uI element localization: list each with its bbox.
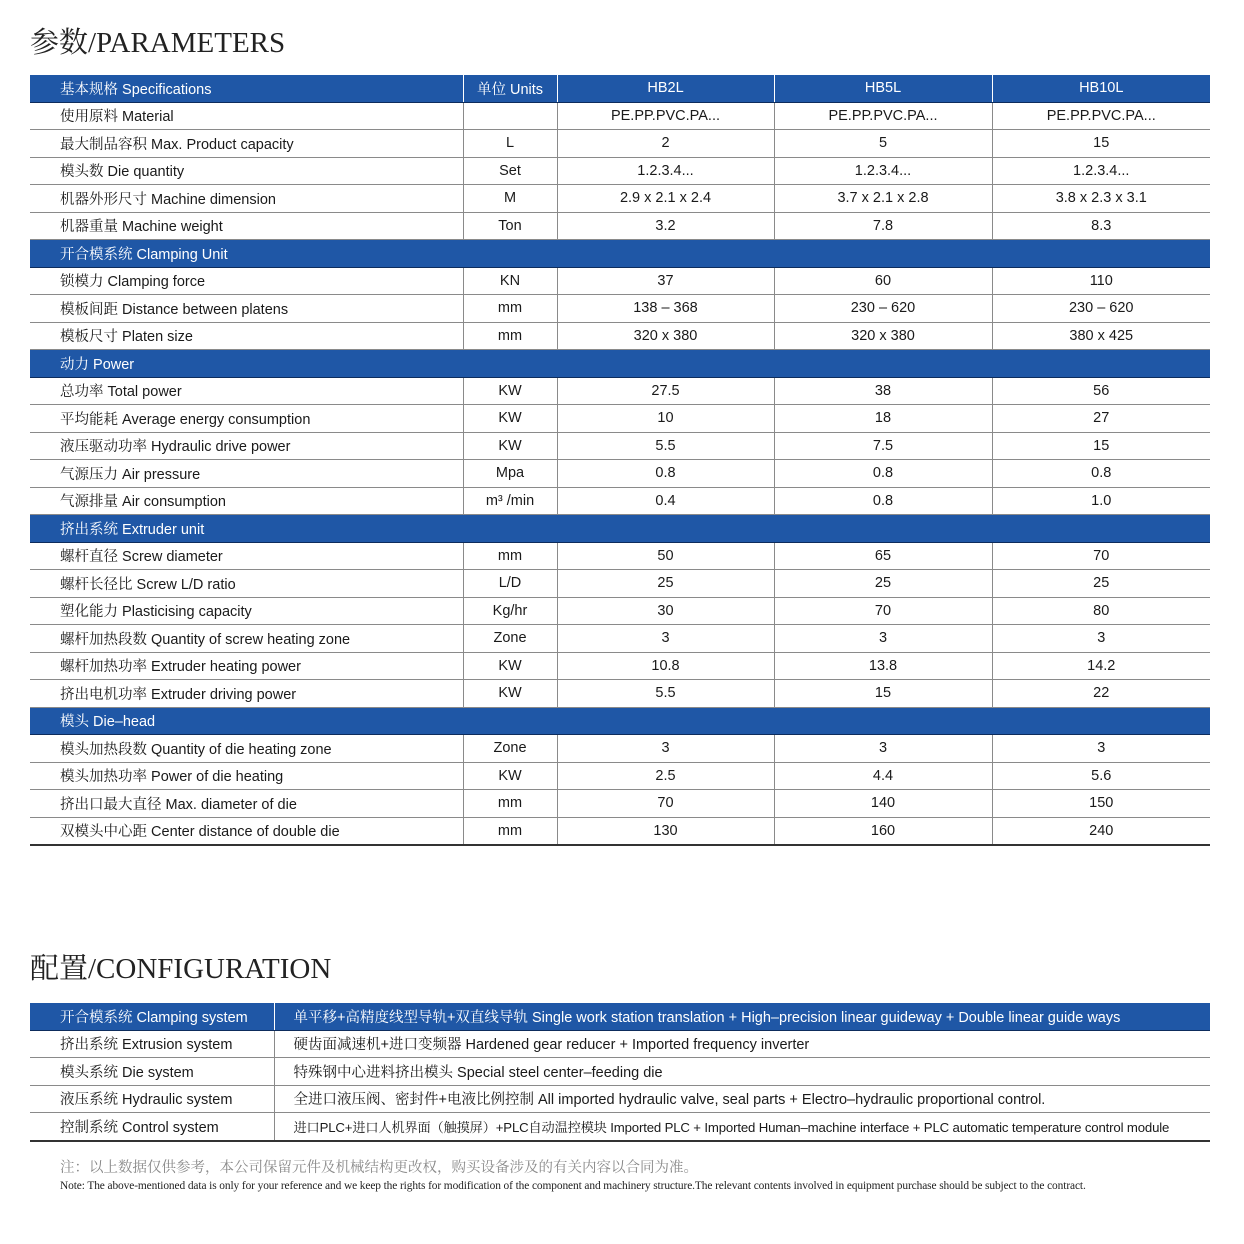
spec-row: [30, 652, 1210, 680]
spec-value: 70: [557, 790, 774, 818]
spec-value: 10.8: [557, 652, 774, 680]
config-row: [30, 1058, 1210, 1086]
spec-unit: Zone: [463, 625, 557, 653]
spec-row: [30, 542, 1210, 570]
spec-row: [30, 625, 1210, 653]
spec-row: [30, 597, 1210, 625]
spec-value: PE.PP.PVC.PA...: [774, 102, 992, 130]
spec-value: 25: [992, 570, 1210, 598]
spec-row: [30, 570, 1210, 598]
section-title: 模头 Die–head: [30, 707, 1210, 735]
spec-value: 380 x 425: [992, 322, 1210, 350]
config-description: 全进口液压阀、密封件+电液比例控制 All imported hydraulic valve, seal parts + Electro–hydraulic proportional control.: [274, 1085, 1210, 1113]
spec-value: 27.5: [557, 377, 774, 405]
spec-row: [30, 790, 1210, 818]
spec-row: [30, 817, 1210, 845]
spec-name: 气源压力 Air pressure: [30, 460, 463, 488]
config-row: [30, 1085, 1210, 1113]
section-header-row: [30, 240, 1210, 268]
spec-name: 螺杆加热功率 Extruder heating power: [30, 652, 463, 680]
spec-value: 3: [774, 735, 992, 763]
spec-name: 平均能耗 Average energy consumption: [30, 405, 463, 433]
config-system: 液压系统 Hydraulic system: [30, 1085, 274, 1113]
spec-value: 230 – 620: [774, 295, 992, 323]
spec-value: 4.4: [774, 762, 992, 790]
spec-value: 130: [557, 817, 774, 845]
spec-value: 3: [992, 625, 1210, 653]
spec-value: 0.8: [774, 460, 992, 488]
spec-value: 240: [992, 817, 1210, 845]
spec-name: 使用原料 Material: [30, 102, 463, 130]
spec-value: 27: [992, 405, 1210, 433]
spec-name: 液压驱动功率 Hydraulic drive power: [30, 432, 463, 460]
spec-value: 18: [774, 405, 992, 433]
spec-name: 机器外形尺寸 Machine dimension: [30, 185, 463, 213]
config-row: [30, 1113, 1210, 1141]
header-cell: HB2L: [557, 75, 774, 102]
spec-name: 塑化能力 Plasticising capacity: [30, 597, 463, 625]
spec-value: 60: [774, 267, 992, 295]
spec-unit: mm: [463, 817, 557, 845]
spec-unit: m³ /min: [463, 487, 557, 515]
config-row: [30, 1030, 1210, 1058]
spec-name: 模头数 Die quantity: [30, 157, 463, 185]
spec-value: 3: [992, 735, 1210, 763]
spec-unit: mm: [463, 322, 557, 350]
configuration-title: 配置/CONFIGURATION: [30, 953, 332, 985]
header-cell: HB5L: [774, 75, 992, 102]
spec-name: 锁模力 Clamping force: [30, 267, 463, 295]
section-header-row: [30, 707, 1210, 735]
header-cell: 基本规格 Specifications: [30, 75, 463, 102]
spec-unit: mm: [463, 790, 557, 818]
spec-value: 5.5: [557, 680, 774, 708]
spec-value: 0.8: [774, 487, 992, 515]
spec-value: 56: [992, 377, 1210, 405]
spec-name: 模板尺寸 Platen size: [30, 322, 463, 350]
spec-value: 13.8: [774, 652, 992, 680]
config-description: 硬齿面减速机+进口变频器 Hardened gear reducer + Imported frequency inverter: [274, 1030, 1210, 1058]
spec-value: 2.5: [557, 762, 774, 790]
spec-row: [30, 130, 1210, 158]
spec-value: 2: [557, 130, 774, 158]
spec-row: [30, 460, 1210, 488]
config-system: 开合模系统 Clamping system: [30, 1003, 274, 1030]
spec-name: 模头加热段数 Quantity of die heating zone: [30, 735, 463, 763]
spec-name: 最大制品容积 Max. Product capacity: [30, 130, 463, 158]
parameters-title: 参数/PARAMETERS: [30, 27, 286, 59]
spec-unit: KN: [463, 267, 557, 295]
spec-name: 模头加热功率 Power of die heating: [30, 762, 463, 790]
parameters-table: [30, 75, 1210, 846]
spec-unit: Set: [463, 157, 557, 185]
spec-value: 22: [992, 680, 1210, 708]
section-header-row: [30, 350, 1210, 378]
spec-name: 双模头中心距 Center distance of double die: [30, 817, 463, 845]
spec-value: 70: [774, 597, 992, 625]
spec-value: 15: [992, 432, 1210, 460]
config-system: 挤出系统 Extrusion system: [30, 1030, 274, 1058]
spec-row: [30, 377, 1210, 405]
spec-value: 3: [557, 625, 774, 653]
spec-row: [30, 432, 1210, 460]
spec-unit: Ton: [463, 212, 557, 240]
spec-unit: mm: [463, 295, 557, 323]
spec-value: 7.5: [774, 432, 992, 460]
spec-value: 320 x 380: [774, 322, 992, 350]
header-row: [30, 75, 1210, 102]
spec-value: 38: [774, 377, 992, 405]
spec-row: [30, 157, 1210, 185]
spec-value: 230 – 620: [992, 295, 1210, 323]
spec-value: 110: [992, 267, 1210, 295]
header-cell: 单位 Units: [463, 75, 557, 102]
configuration-table: [30, 1003, 1210, 1142]
note-chinese: 注：以上数据仅供参考，本公司保留元件及机械结构更改权，购买设备涉及的有关内容以合同为准。: [60, 1160, 698, 1176]
spec-row: [30, 267, 1210, 295]
spec-value: 1.0: [992, 487, 1210, 515]
spec-unit: KW: [463, 377, 557, 405]
config-description: 单平移+高精度线型导轨+双直线导轨 Single work station translation + High–precision linear guideway + Double linear guide ways: [274, 1003, 1210, 1030]
spec-unit: KW: [463, 432, 557, 460]
spec-name: 挤出口最大直径 Max. diameter of die: [30, 790, 463, 818]
header-cell: HB10L: [992, 75, 1210, 102]
spec-unit: KW: [463, 405, 557, 433]
spec-value: 0.8: [557, 460, 774, 488]
spec-value: 1.2.3.4...: [557, 157, 774, 185]
spec-unit: Mpa: [463, 460, 557, 488]
spec-unit: Zone: [463, 735, 557, 763]
spec-row: [30, 102, 1210, 130]
spec-value: 3: [557, 735, 774, 763]
spec-unit: L/D: [463, 570, 557, 598]
spec-value: 3.2: [557, 212, 774, 240]
spec-unit: KW: [463, 762, 557, 790]
config-description: 进口PLC+进口人机界面（触摸屏）+PLC自动温控模块 Imported PLC + Imported Human–machine interface + PLC automatic temperature control module: [274, 1113, 1210, 1141]
spec-row: [30, 322, 1210, 350]
spec-value: 3.8 x 2.3 x 3.1: [992, 185, 1210, 213]
spec-value: 14.2: [992, 652, 1210, 680]
spec-unit: [463, 102, 557, 130]
spec-name: 螺杆加热段数 Quantity of screw heating zone: [30, 625, 463, 653]
spec-row: [30, 212, 1210, 240]
spec-row: [30, 185, 1210, 213]
spec-unit: Kg/hr: [463, 597, 557, 625]
spec-value: 160: [774, 817, 992, 845]
spec-value: PE.PP.PVC.PA...: [557, 102, 774, 130]
spec-row: [30, 405, 1210, 433]
spec-value: 7.8: [774, 212, 992, 240]
spec-value: 80: [992, 597, 1210, 625]
note-english: Note: The above-mentioned data is only for your reference and we keep the rights for modification of the component and machinery structure.The relevant contents involved in equipment purchase should be subject to the contract.: [60, 1180, 1086, 1192]
spec-value: 25: [774, 570, 992, 598]
spec-value: 5.6: [992, 762, 1210, 790]
spec-value: 140: [774, 790, 992, 818]
spec-value: 15: [992, 130, 1210, 158]
spec-name: 螺杆长径比 Screw L/D ratio: [30, 570, 463, 598]
section-title: 开合模系统 Clamping Unit: [30, 240, 1210, 268]
config-description: 特殊钢中心进料挤出模头 Special steel center–feeding die: [274, 1058, 1210, 1086]
section-header-row: [30, 515, 1210, 543]
section-title: 挤出系统 Extruder unit: [30, 515, 1210, 543]
spec-value: 30: [557, 597, 774, 625]
config-system: 模头系统 Die system: [30, 1058, 274, 1086]
config-system: 控制系统 Control system: [30, 1113, 274, 1141]
spec-name: 模板间距 Distance between platens: [30, 295, 463, 323]
spec-value: 25: [557, 570, 774, 598]
spec-unit: L: [463, 130, 557, 158]
spec-value: 50: [557, 542, 774, 570]
spec-name: 机器重量 Machine weight: [30, 212, 463, 240]
spec-value: 10: [557, 405, 774, 433]
spec-value: 65: [774, 542, 992, 570]
spec-row: [30, 762, 1210, 790]
spec-name: 总功率 Total power: [30, 377, 463, 405]
spec-value: 3: [774, 625, 992, 653]
spec-value: 3.7 x 2.1 x 2.8: [774, 185, 992, 213]
spec-row: [30, 735, 1210, 763]
spec-value: 138 – 368: [557, 295, 774, 323]
spec-name: 挤出电机功率 Extruder driving power: [30, 680, 463, 708]
spec-unit: KW: [463, 652, 557, 680]
spec-row: [30, 680, 1210, 708]
spec-row: [30, 295, 1210, 323]
spec-value: 15: [774, 680, 992, 708]
spec-unit: mm: [463, 542, 557, 570]
spec-value: 1.2.3.4...: [774, 157, 992, 185]
spec-value: 5: [774, 130, 992, 158]
spec-value: 0.8: [992, 460, 1210, 488]
spec-value: 320 x 380: [557, 322, 774, 350]
config-row: [30, 1003, 1210, 1030]
spec-value: 1.2.3.4...: [992, 157, 1210, 185]
spec-name: 气源排量 Air consumption: [30, 487, 463, 515]
spec-row: [30, 487, 1210, 515]
spec-value: 5.5: [557, 432, 774, 460]
spec-value: 37: [557, 267, 774, 295]
spec-value: PE.PP.PVC.PA...: [992, 102, 1210, 130]
spec-value: 8.3: [992, 212, 1210, 240]
spec-name: 螺杆直径 Screw diameter: [30, 542, 463, 570]
spec-value: 70: [992, 542, 1210, 570]
spec-unit: KW: [463, 680, 557, 708]
spec-value: 2.9 x 2.1 x 2.4: [557, 185, 774, 213]
section-title: 动力 Power: [30, 350, 1210, 378]
spec-unit: M: [463, 185, 557, 213]
spec-value: 150: [992, 790, 1210, 818]
spec-value: 0.4: [557, 487, 774, 515]
